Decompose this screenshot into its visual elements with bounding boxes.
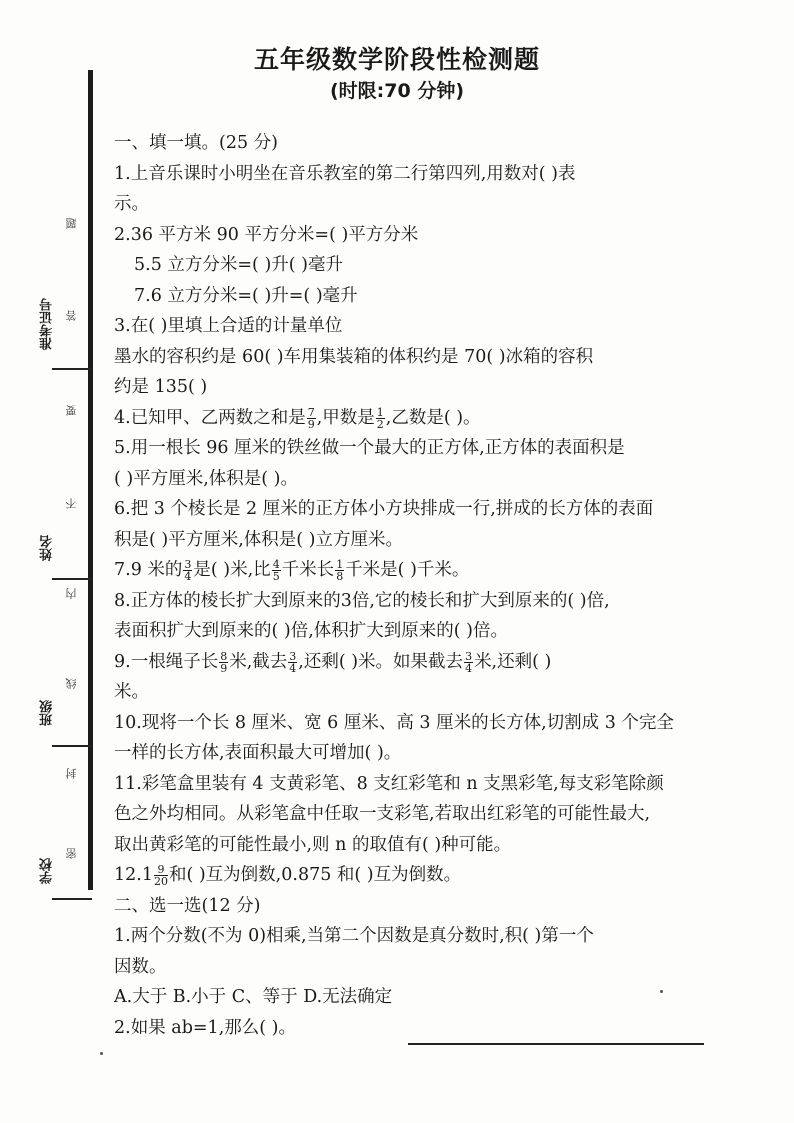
fraction xyxy=(288,651,297,674)
page-subtitle: (时限:70 分钟) xyxy=(329,80,465,102)
question-9-line xyxy=(114,647,764,678)
question-line: 约是 135( ) xyxy=(114,377,208,397)
question-line: 2.36 平方米 90 平方分米=( )平方分米 xyxy=(114,224,419,245)
numerator: 1 xyxy=(376,405,384,419)
seal-char: 答 xyxy=(65,310,78,321)
seal-char: 封 xyxy=(65,768,78,779)
fraction xyxy=(219,651,228,674)
question-text: ,甲数是 xyxy=(316,407,375,428)
question-text: 米,还剩( ) xyxy=(474,651,552,672)
question-text: 12.1 xyxy=(114,865,153,885)
field-underline xyxy=(52,368,92,370)
question-body xyxy=(114,128,764,1043)
question-text: ,乙数是( )。 xyxy=(385,407,481,428)
question-12-line xyxy=(114,860,764,891)
section-heading: 二、选一选(12 分) xyxy=(114,895,261,916)
question-line: 8.正方体的棱长扩大到原来的3倍,它的棱长和扩大到原来的( )倍, xyxy=(114,590,610,611)
question-line: 1.上音乐课时小明坐在音乐教室的第二行第四列,用数对( )表 xyxy=(114,163,576,184)
question-line: ( )平方厘米,体积是( )。 xyxy=(114,468,298,489)
seal-char: 不 xyxy=(65,498,78,509)
denominator: 4 xyxy=(184,570,192,583)
exam-id-label: 准考证号 xyxy=(40,298,55,350)
numerator: 1 xyxy=(336,558,344,571)
fraction xyxy=(307,407,316,430)
question-text: 4.已知甲、乙两数之和是 xyxy=(114,407,306,428)
question-line: 6.把 3 个棱长是 2 厘米的正方体小方块排成一行,拼成的长方体的表面 xyxy=(114,499,654,519)
question-line: 7.6 立方分米=( )升=( )毫升 xyxy=(134,285,358,306)
denominator: 8 xyxy=(336,570,344,583)
fraction xyxy=(335,559,344,582)
scan-speck xyxy=(100,1052,103,1055)
page-title: 五年级数学阶段性检测题 xyxy=(253,45,540,74)
question-text: 和( )互为倒数,0.875 和( )互为倒数。 xyxy=(168,865,462,885)
question-line: 2.如果 ab=1,那么( )。 xyxy=(114,1017,296,1038)
seal-char: 题 xyxy=(65,218,78,229)
fraction xyxy=(464,651,473,674)
class-label: 班级 xyxy=(40,700,55,726)
numerator: 3 xyxy=(184,558,192,571)
question-line: 11.彩笔盒里装有 4 支黄彩笔、8 支红彩笔和 n 支黑彩笔,每支彩笔除颜 xyxy=(114,773,664,794)
denominator: 20 xyxy=(153,875,168,888)
binding-margin xyxy=(0,0,110,1123)
question-line: 5.5 立方分米=( )升( )毫升 xyxy=(134,255,343,275)
denominator: 9 xyxy=(220,661,228,675)
fraction xyxy=(376,407,385,430)
fraction xyxy=(183,559,192,582)
question-text: 9.一根绳子长 xyxy=(114,651,219,672)
seal-char: 线 xyxy=(65,678,78,689)
numerator: 9 xyxy=(154,864,168,876)
question-line: 3.在( )里填上合适的计量单位 xyxy=(114,316,343,336)
field-underline xyxy=(52,898,92,900)
question-text: 米,截去 xyxy=(229,651,288,672)
scan-speck xyxy=(660,990,663,993)
answer-rule xyxy=(408,1043,704,1045)
numerator: 3 xyxy=(465,649,473,663)
section-heading: 一、填一填。(25 分) xyxy=(114,133,278,153)
denominator: 4 xyxy=(465,661,473,675)
question-line: 色之外均相同。从彩笔盒中任取一支彩笔,若取出红彩笔的可能性最大, xyxy=(114,804,651,824)
denominator: 9 xyxy=(307,417,315,431)
field-underline xyxy=(52,578,92,580)
question-line: A.大于 B.小于 C、等于 D.无法确定 xyxy=(114,987,393,1007)
numerator: 4 xyxy=(272,558,280,571)
question-line: 表面积扩大到原来的( )倍,体积扩大到原来的( )倍。 xyxy=(114,621,508,641)
seal-char: 要 xyxy=(65,405,78,416)
question-text: 千米长 xyxy=(281,560,335,580)
binding-line xyxy=(88,70,93,890)
numerator: 3 xyxy=(289,649,297,663)
school-label: 学校 xyxy=(40,858,55,884)
question-line: 米。 xyxy=(114,682,149,702)
question-line: 5.用一根长 96 厘米的铁丝做一个最大的正方体,正方体的表面积是 xyxy=(114,438,625,458)
question-line: 墨水的容积约是 60( )车用集装箱的体积约是 70( )冰箱的容积 xyxy=(114,346,594,367)
question-line: 1.两个分数(不为 0)相乘,当第二个因数是真分数时,积( )第一个 xyxy=(114,926,594,946)
field-underline xyxy=(52,745,92,747)
question-text: 是( )米,比 xyxy=(193,560,271,580)
question-text: ,还剩( )米。如果截去 xyxy=(298,651,464,672)
question-line: 示。 xyxy=(114,194,149,214)
fraction xyxy=(272,559,281,582)
question-line: 10.现将一个长 8 厘米、宽 6 厘米、高 3 厘米的长方体,切割成 3 个完全 xyxy=(114,712,674,733)
question-line: 因数。 xyxy=(114,956,167,977)
seal-char: 密 xyxy=(65,848,78,859)
question-4-line xyxy=(114,403,764,434)
denominator: 2 xyxy=(376,417,384,431)
numerator: 7 xyxy=(307,405,315,419)
question-line: 一样的长方体,表面积最大可增加( )。 xyxy=(114,743,402,763)
seal-char: 内 xyxy=(65,588,78,599)
denominator: 5 xyxy=(272,570,280,583)
denominator: 4 xyxy=(289,661,297,675)
fraction xyxy=(154,864,168,887)
question-line: 积是( )平方厘米,体积是( )立方厘米。 xyxy=(114,529,403,550)
question-7-line xyxy=(114,555,764,586)
question-line: 取出黄彩笔的可能性最小,则 n 的取值有( )种可能。 xyxy=(114,834,512,855)
question-text: 7.9 米的 xyxy=(114,560,183,580)
numerator: 8 xyxy=(220,649,228,663)
name-label: 姓名 xyxy=(40,535,55,561)
question-text: 千米是( )千米。 xyxy=(345,560,470,580)
